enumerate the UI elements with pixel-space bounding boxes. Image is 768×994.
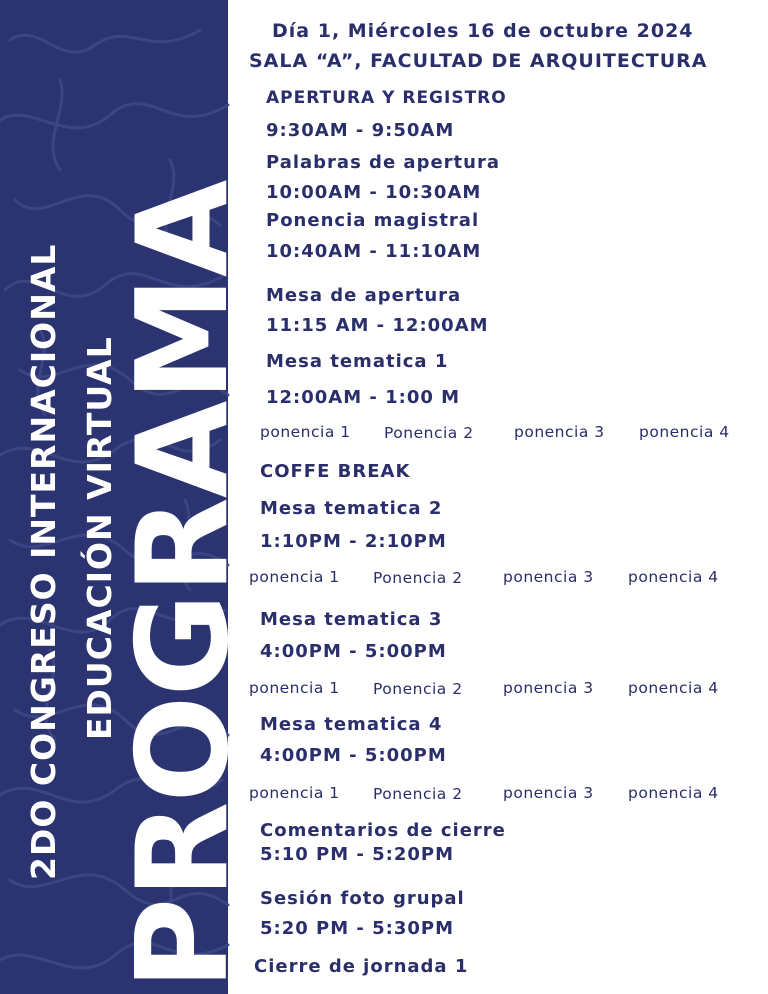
mesa1-ponencia: ponencia 1 <box>260 423 351 441</box>
mesa2-ponencia: Ponencia 2 <box>373 569 463 587</box>
mesa1-ponencia: ponencia 3 <box>514 423 605 441</box>
mesa4-ponencia: ponencia 3 <box>503 784 594 802</box>
mesa3-ponencia: Ponencia 2 <box>373 680 463 698</box>
congress-title: 2DO CONGRESO INTERNACIONAL <box>24 243 63 880</box>
mesa-apertura-time: 11:15 AM - 12:00AM <box>266 315 489 336</box>
mesa3-ponencia: ponencia 3 <box>503 679 594 697</box>
mesa1-time: 12:00AM - 1:00 M <box>266 387 461 408</box>
mesa4-ponencia: ponencia 4 <box>628 784 719 802</box>
sidebar-banner <box>0 0 256 994</box>
mesa3-title: Mesa tematica 3 <box>260 609 443 630</box>
mesa4-ponencia: Ponencia 2 <box>373 785 463 803</box>
apertura-time: 9:30AM - 9:50AM <box>266 120 455 141</box>
congress-subtitle: EDUCACIÓN VIRTUAL <box>80 336 119 740</box>
mesa1-title: Mesa tematica 1 <box>266 351 449 372</box>
ponencia-title: Ponencia magistral <box>266 210 480 231</box>
foto-title: Sesión foto grupal <box>260 888 465 909</box>
mesa2-time: 1:10PM - 2:10PM <box>260 531 447 552</box>
mesa2-ponencia: ponencia 4 <box>628 568 719 586</box>
mesa3-ponencia: ponencia 4 <box>628 679 719 697</box>
programa-heading: PROGRAMA <box>109 180 256 990</box>
palabras-title: Palabras de apertura <box>266 152 500 173</box>
foto-time: 5:20 PM - 5:30PM <box>260 918 455 939</box>
mesa2-title: Mesa tematica 2 <box>260 498 443 519</box>
venue-heading: SALA “A”, FACULTAD DE ARQUITECTURA <box>249 50 708 72</box>
mesa2-ponencia: ponencia 1 <box>249 568 340 586</box>
cierre-jornada: Cierre de jornada 1 <box>254 956 469 977</box>
mesa1-ponencia: Ponencia 2 <box>384 424 474 442</box>
mesa4-title: Mesa tematica 4 <box>260 714 443 735</box>
mesa3-ponencia: ponencia 1 <box>249 679 340 697</box>
palabras-time: 10:00AM - 10:30AM <box>266 182 482 203</box>
mesa4-time: 4:00PM - 5:00PM <box>260 745 447 766</box>
coffee-break: COFFE BREAK <box>260 461 411 482</box>
mesa3-time: 4:00PM - 5:00PM <box>260 641 447 662</box>
cierre-time: 5:10 PM - 5:20PM <box>260 844 455 865</box>
mesa1-ponencia: ponencia 4 <box>639 423 730 441</box>
mesa2-ponencia: ponencia 3 <box>503 568 594 586</box>
ponencia-time: 10:40AM - 11:10AM <box>266 241 482 262</box>
cierre-title: Comentarios de cierre <box>260 820 506 841</box>
day-heading: Día 1, Miércoles 16 de octubre 2024 <box>272 20 694 42</box>
mesa-apertura-title: Mesa de apertura <box>266 285 462 306</box>
apertura-title: APERTURA Y REGISTRO <box>266 88 507 108</box>
mesa4-ponencia: ponencia 1 <box>249 784 340 802</box>
